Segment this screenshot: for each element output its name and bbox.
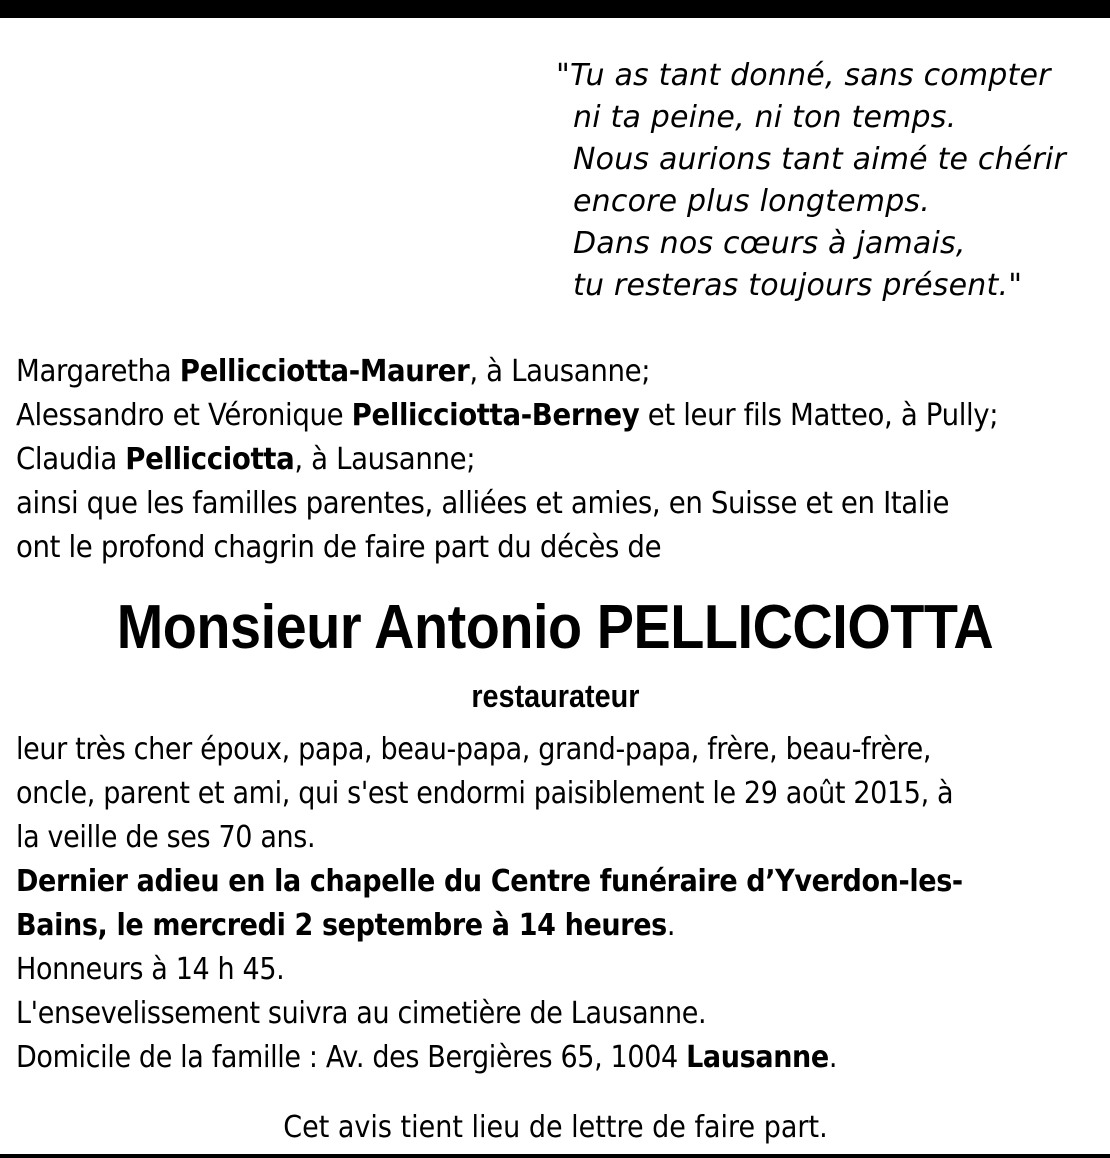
ceremony-line: Dernier adieu en la chapelle du Centre funéraire d’Yverdon-les- bbox=[16, 864, 963, 899]
domicile-city: Lausanne bbox=[686, 1040, 829, 1075]
body-line: la veille de ses 70 ans. bbox=[16, 820, 316, 855]
deceased-name: Monsieur Antonio PELLICCIOTTA bbox=[116, 593, 994, 662]
family-surname: Pellicciotta bbox=[125, 442, 295, 477]
quote-line: encore plus longtemps. bbox=[573, 184, 931, 219]
quote-line: Dans nos cœurs à jamais, bbox=[573, 226, 966, 261]
quote-line: tu resteras toujours présent." bbox=[573, 268, 1023, 303]
family-place: et leur fils Matteo, à Pully; bbox=[639, 398, 999, 433]
family-member-first: Alessandro et Véronique bbox=[16, 398, 352, 433]
family-line bbox=[16, 350, 1010, 394]
burial-line: L'ensevelissement suivra au cimetière de Lausanne. bbox=[16, 996, 707, 1031]
body-line: oncle, parent et ami, qui s'est endormi paisiblement le 29 août 2015, à bbox=[16, 776, 954, 811]
body-line: leur très cher époux, papa, beau-papa, grand-papa, frère, beau-frère, bbox=[16, 732, 932, 767]
family-member-first: Claudia bbox=[16, 442, 126, 477]
family-line: ainsi que les familles parentes, alliées et amies, en Suisse et en Italie bbox=[16, 486, 950, 521]
notice-body bbox=[16, 728, 1096, 1080]
bottom-border-rule bbox=[0, 1154, 1110, 1158]
family-surname: Pellicciotta-Maurer bbox=[179, 354, 470, 389]
family-member-first: Margaretha bbox=[16, 354, 180, 389]
quote-line: ni ta peine, ni ton temps. bbox=[573, 100, 957, 135]
top-border-rule bbox=[0, 0, 1110, 18]
quote-line: Nous aurions tant aimé te chérir bbox=[573, 142, 1067, 177]
closing-note: Cet avis tient lieu de lettre de faire part. bbox=[282, 1110, 828, 1145]
family-announcement bbox=[16, 350, 1096, 570]
deceased-profession: restaurateur bbox=[470, 678, 640, 714]
honors-line: Honneurs à 14 h 45. bbox=[16, 952, 285, 987]
family-surname: Pellicciotta-Berney bbox=[351, 398, 640, 433]
family-line bbox=[16, 394, 1010, 438]
family-place: , à Lausanne; bbox=[294, 442, 476, 477]
family-line: ont le profond chagrin de faire part du décès de bbox=[16, 530, 662, 565]
family-line bbox=[16, 438, 1010, 482]
quote-line: "Tu as tant donné, sans compter bbox=[556, 58, 1051, 93]
epigraph-quote bbox=[556, 55, 1106, 307]
domicile-line: Domicile de la famille : Av. des Bergières 65, 1004 Lausanne. bbox=[16, 1040, 838, 1075]
family-place: , à Lausanne; bbox=[469, 354, 651, 389]
ceremony-line: Bains, le mercredi 2 septembre à 14 heures. bbox=[16, 908, 676, 943]
